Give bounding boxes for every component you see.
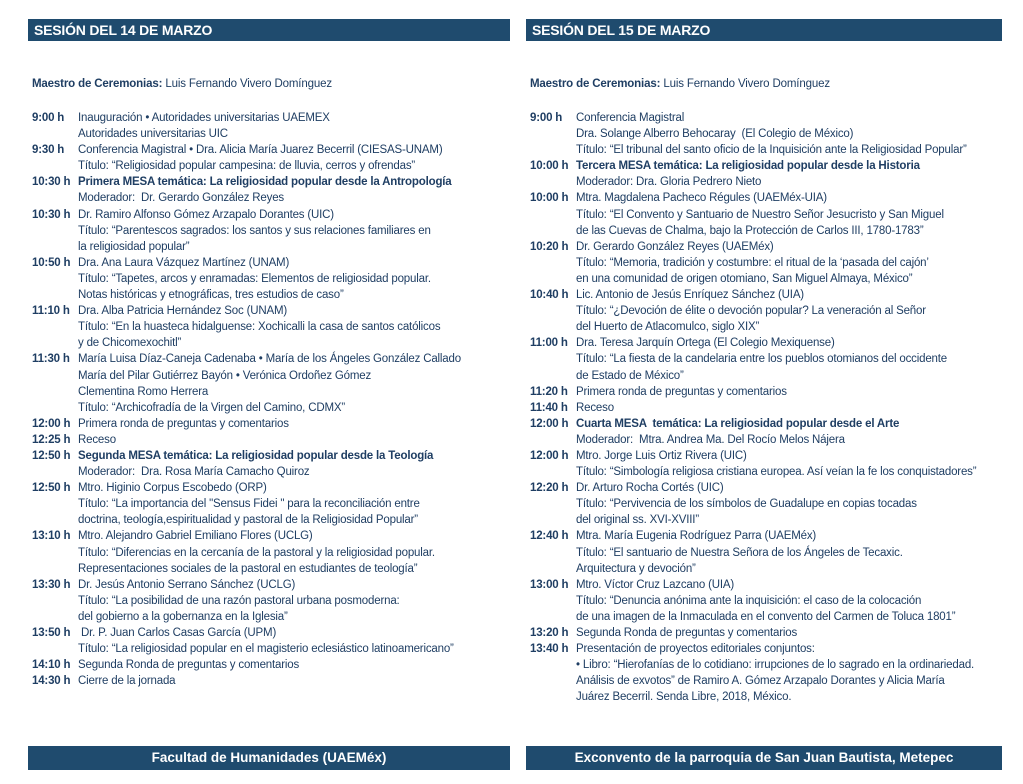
- entry-time: [530, 593, 576, 609]
- program-entry: [530, 158, 976, 174]
- entry-time: [32, 158, 78, 174]
- entry-text: Título: “La importancia del "Sensus Fidei " para la reconciliación entre: [78, 498, 420, 511]
- entry-time: 10:30 h: [32, 176, 71, 189]
- program-entry-continuation: [530, 368, 976, 384]
- program-entry-continuation: [530, 255, 976, 271]
- entry-time: 11:40 h: [530, 401, 568, 414]
- program-entry: [32, 303, 461, 319]
- entry-text: Receso: [78, 433, 116, 446]
- entry-text: Título: “¿Devoción de élite o devoción popular? La veneración al Señor: [576, 305, 926, 318]
- entry-text: y de Chicomexochitl”: [78, 337, 182, 350]
- entry-text: de Estado de México”: [576, 369, 684, 382]
- entry-time: 14:10 h: [32, 659, 71, 672]
- entry-text: Cierre de la jornada: [78, 675, 176, 688]
- program-entry: [32, 432, 461, 448]
- program-entry-continuation: [530, 512, 976, 528]
- program-entry-continuation: [32, 561, 461, 577]
- entry-time: [530, 126, 576, 142]
- entry-time: 12:40 h: [530, 530, 569, 543]
- program-entry-continuation: [32, 384, 461, 400]
- master-of-ceremonies-left: [32, 78, 332, 90]
- program-entry-continuation: [530, 673, 976, 689]
- program-entry: [32, 448, 461, 464]
- entry-text: Receso: [576, 401, 614, 414]
- program-entry-continuation: [32, 400, 461, 416]
- entry-time: 9:00 h: [530, 112, 563, 124]
- program-entry: [32, 174, 461, 190]
- entry-text: Dr. P. Juan Carlos Casas García (UPM): [78, 627, 277, 639]
- program-entry-continuation: [32, 512, 461, 528]
- entry-time: [32, 384, 78, 400]
- entry-time: [530, 545, 576, 561]
- entry-text: Dr. Gerardo González Reyes (UAEMéx): [576, 240, 774, 253]
- entry-time: [32, 464, 78, 480]
- program-entry-continuation: [530, 496, 976, 512]
- entry-time: [530, 271, 576, 287]
- program-entry: [530, 577, 976, 593]
- entry-text: Mtro. Higinio Corpus Escobedo (ORP): [78, 482, 267, 495]
- entry-text: Primera ronda de preguntas y comentarios: [576, 385, 787, 398]
- venue-footer-right: Exconvento de la parroquia de San Juan Bautista, Metepec: [526, 746, 1002, 770]
- entry-text: • Libro: “Hierofanías de lo cotidiano: irrupciones de lo sagrado en la ordinariedad.: [576, 659, 975, 672]
- program-entry: [32, 673, 461, 689]
- mc-name: Luis Fernando Vivero Domínguez: [663, 78, 830, 90]
- program-entry-continuation: [530, 432, 976, 448]
- entry-text: Primera MESA temática: La religiosidad popular desde la Antropología: [78, 176, 452, 189]
- entry-text: Moderador: Dra. Gloria Pedrero Nieto: [576, 176, 762, 189]
- entry-text: Tercera MESA temática: La religiosidad popular desde la Historia: [576, 160, 920, 173]
- entry-text: doctrina, teología,espiritualidad y pastoral de la Religiosidad Popular”: [78, 514, 418, 527]
- entry-text: de las Cuevas de Chalma, bajo la Protección de Carlos III, 1780-1783”: [576, 224, 924, 237]
- entry-time: [32, 126, 78, 142]
- program-entry-continuation: [530, 303, 976, 319]
- program-entry: [32, 625, 461, 641]
- entry-text: Mtro. Víctor Cruz Lazcano (UIA): [576, 578, 735, 591]
- entry-time: 12:50 h: [32, 482, 71, 495]
- mc-label: Maestro de Ceremonias:: [32, 78, 163, 90]
- entry-time: [530, 174, 576, 190]
- entry-time: 13:10 h: [32, 530, 71, 543]
- entry-time: 13:20 h: [530, 627, 569, 639]
- program-entry: [530, 110, 976, 126]
- program-entry: [32, 142, 461, 158]
- entry-text: Inauguración • Autoridades universitarias UAEMEX: [78, 112, 330, 124]
- entry-text: Título: “Pervivencia de los símbolos de Guadalupe en copias tocadas: [576, 498, 917, 511]
- entry-text: Clementina Romo Herrera: [78, 385, 209, 398]
- entry-text: Título: “Archicofradía de la Virgen del Camino, CDMX”: [78, 401, 345, 414]
- program-entry-continuation: [32, 496, 461, 512]
- entry-text: Título: “La fiesta de la candelaria entre los pueblos otomianos del occidente: [576, 353, 947, 366]
- entry-time: [530, 351, 576, 367]
- entry-time: 11:20 h: [530, 385, 568, 398]
- program-entry-continuation: [32, 239, 461, 255]
- entry-text: Título: “La religiosidad popular en el magisterio eclesiástico latinoamericano”: [78, 643, 454, 656]
- entry-text: de una imagen de la Inmaculada en el convento del Carmen de Toluca 1801”: [576, 610, 956, 623]
- program-entry-continuation: [530, 657, 976, 673]
- entry-time: [530, 512, 576, 528]
- entry-time: 10:40 h: [530, 289, 569, 302]
- entry-time: [32, 561, 78, 577]
- program-entry-continuation: [530, 126, 976, 142]
- program-entry-continuation: [530, 142, 976, 158]
- program-entry: [530, 239, 976, 255]
- program-entry-continuation: [32, 190, 461, 206]
- entry-time: 12:20 h: [530, 482, 569, 495]
- program-entry: [32, 657, 461, 673]
- session-header-left: SESIÓN DEL 14 DE MARZO: [28, 19, 510, 41]
- entry-text: Moderador: Dra. Rosa María Camacho Quiroz: [78, 466, 310, 479]
- program-entry: [530, 384, 976, 400]
- program-entry-continuation: [530, 351, 976, 367]
- entry-text: Título: “Religiosidad popular campesina: de lluvia, cerros y ofrendas”: [78, 160, 416, 173]
- entry-time: [32, 319, 78, 335]
- program-entry: [32, 351, 461, 367]
- entry-text: María del Pilar Gutiérrez Bayón • Verónica Ordoñez Gómez: [78, 369, 372, 382]
- program-entry-continuation: [32, 593, 461, 609]
- entry-text: Cuarta MESA temática: La religiosidad popular desde el Arte: [576, 417, 900, 430]
- entry-text: Presentación de proyectos editoriales conjuntos:: [576, 643, 815, 656]
- program-entry: [32, 528, 461, 544]
- venue-footer-left: Facultad de Humanidades (UAEMéx): [28, 746, 510, 770]
- entry-time: 13:40 h: [530, 643, 569, 656]
- program-entry: [530, 416, 976, 432]
- entry-time: 11:10 h: [32, 305, 70, 318]
- entry-time: 9:00 h: [32, 112, 65, 124]
- program-entry: [530, 480, 976, 496]
- entry-time: [32, 335, 78, 351]
- program-entry-continuation: [32, 609, 461, 625]
- entry-time: [32, 496, 78, 512]
- entry-time: 14:30 h: [32, 675, 71, 688]
- entry-time: [530, 464, 576, 480]
- program-entry-continuation: [530, 319, 976, 335]
- entry-time: [530, 673, 576, 689]
- entry-text: Mtro. Jorge Luis Ortiz Rivera (UIC): [576, 449, 747, 462]
- entry-time: [32, 400, 78, 416]
- entry-time: [530, 319, 576, 335]
- program-entry: [32, 480, 461, 496]
- entry-text: Título: “En la huasteca hidalguense: Xochicalli la casa de santos católicos: [78, 321, 441, 334]
- entry-time: 13:30 h: [32, 578, 71, 591]
- entry-time: [530, 432, 576, 448]
- entry-time: 10:00 h: [530, 192, 569, 205]
- entry-time: [530, 368, 576, 384]
- program-entry: [530, 190, 976, 206]
- entry-time: [530, 609, 576, 625]
- entry-text: Conferencia Magistral • Dra. Alicia María Juarez Becerril (CIESAS-UNAM): [78, 144, 443, 157]
- entry-time: [32, 609, 78, 625]
- entry-text: María Luisa Díaz-Caneja Cadenaba • María de los Ángeles González Callado: [78, 353, 461, 366]
- program-entry-continuation: [530, 464, 976, 480]
- entry-time: 9:30 h: [32, 144, 65, 157]
- entry-text: Moderador: Dr. Gerardo González Reyes: [78, 192, 285, 205]
- entry-time: [530, 303, 576, 319]
- entry-time: 11:00 h: [530, 337, 568, 350]
- program-entry: [530, 400, 976, 416]
- entry-text: Título: “Tapetes, arcos y enramadas: Elementos de religiosidad popular.: [78, 272, 431, 285]
- program-entry: [32, 255, 461, 271]
- entry-time: [32, 545, 78, 561]
- entry-text: Primera ronda de preguntas y comentarios: [78, 417, 289, 430]
- entry-text: Dra. Teresa Jarquín Ortega (El Colegio Mexiquense): [576, 337, 835, 350]
- entry-text: Dra. Alba Patricia Hernández Soc (UNAM): [78, 305, 288, 318]
- session-header-right: SESIÓN DEL 15 DE MARZO: [526, 19, 1002, 41]
- program-entry-continuation: [530, 561, 976, 577]
- program-entry: [32, 577, 461, 593]
- program-entry-continuation: [530, 689, 976, 705]
- entry-text: Dr. Ramiro Alfonso Gómez Arzapalo Dorantes (UIC): [78, 208, 334, 221]
- entry-text: Mtra. María Eugenia Rodríguez Parra (UAEMéx): [576, 530, 817, 543]
- entry-time: 10:50 h: [32, 256, 71, 269]
- entry-text: Mtra. Magdalena Pacheco Régules (UAEMéx-UIA): [576, 192, 827, 205]
- entry-time: 10:30 h: [32, 208, 71, 221]
- entry-time: [32, 223, 78, 239]
- master-of-ceremonies-right: [530, 78, 830, 90]
- entry-time: 12:25 h: [32, 433, 71, 446]
- entry-time: [32, 271, 78, 287]
- entry-text: Representaciones sociales de la pastoral en estudiantes de teología”: [78, 562, 418, 575]
- entry-time: 12:00 h: [530, 449, 569, 462]
- entry-text: Título: “Parentescos sagrados: los santos y sus relaciones familiares en: [78, 224, 431, 237]
- program-entry: [530, 528, 976, 544]
- program-entry-continuation: [32, 464, 461, 480]
- program-entry-continuation: [530, 609, 976, 625]
- entry-time: [32, 593, 78, 609]
- entry-text: Dr. Arturo Rocha Cortés (UIC): [576, 482, 724, 495]
- entry-text: Autoridades universitarias UIC: [78, 128, 228, 141]
- program-left: [32, 110, 461, 689]
- entry-text: Título: “Diferencias en la cercanía de la pastoral y la religiosidad popular.: [78, 546, 435, 559]
- program-right: [530, 110, 976, 705]
- entry-text: Arquitectura y devoción”: [576, 562, 696, 575]
- program-entry-continuation: [530, 271, 976, 287]
- entry-time: [32, 239, 78, 255]
- entry-time: 12:00 h: [32, 417, 71, 430]
- program-entry-continuation: [32, 271, 461, 287]
- entry-time: 12:50 h: [32, 449, 71, 462]
- program-entry: [530, 641, 976, 657]
- entry-time: 10:00 h: [530, 160, 569, 173]
- entry-text: del gobierno a la gobernanza en la Iglesia”: [78, 610, 288, 623]
- entry-time: 11:30 h: [32, 353, 70, 366]
- entry-text: Título: “Denuncia anónima ante la inquisición: el caso de la colocación: [576, 594, 922, 607]
- entry-time: [530, 657, 576, 673]
- entry-text: Dra. Solange Alberro Behocaray (El Colegio de México): [576, 128, 854, 141]
- entry-text: en una comunidad de origen otomiano, San Miguel Almaya, México”: [576, 272, 913, 285]
- entry-text: del Huerto de Atlacomulco, siglo XIX”: [576, 321, 760, 334]
- entry-text: Moderador: Mtra. Andrea Ma. Del Rocío Melos Nájera: [576, 433, 845, 446]
- entry-time: [32, 368, 78, 384]
- entry-text: Título: “Simbología religiosa cristiana europea. Así veían la fe los conquistadores”: [576, 466, 977, 479]
- mc-label: Maestro de Ceremonias:: [530, 78, 661, 90]
- entry-text: Segunda Ronda de preguntas y comentarios: [576, 627, 798, 639]
- program-entry: [530, 287, 976, 303]
- entry-text: Dra. Ana Laura Vázquez Martínez (UNAM): [78, 256, 290, 269]
- entry-time: 13:00 h: [530, 578, 569, 591]
- program-entry: [530, 625, 976, 641]
- entry-time: [530, 207, 576, 223]
- entry-text: Análisis de exvotos” de Ramiro A. Gómez Arzapalo Dorantes y Alicia María: [576, 675, 945, 688]
- program-entry: [32, 416, 461, 432]
- program-entry-continuation: [32, 126, 461, 142]
- entry-time: 12:00 h: [530, 417, 569, 430]
- mc-name: Luis Fernando Vivero Domínguez: [165, 78, 332, 90]
- entry-text: del original ss. XVI-XVIII”: [576, 514, 699, 527]
- entry-time: [32, 512, 78, 528]
- entry-text: Título: “La posibilidad de una razón pastoral urbana posmoderna:: [78, 594, 400, 607]
- program-entry-continuation: [32, 335, 461, 351]
- entry-text: Notas históricas y etnográficas, tres estudios de caso”: [78, 289, 344, 302]
- entry-time: [530, 561, 576, 577]
- entry-text: Conferencia Magistral: [576, 112, 685, 124]
- entry-text: Lic. Antonio de Jesús Enríquez Sánchez (UIA): [576, 289, 804, 302]
- program-entry-continuation: [530, 593, 976, 609]
- program-entry-continuation: [32, 158, 461, 174]
- program-entry-continuation: [32, 641, 461, 657]
- entry-time: 13:50 h: [32, 627, 71, 639]
- program-entry-continuation: [530, 174, 976, 190]
- program-entry-continuation: [530, 545, 976, 561]
- entry-time: [530, 496, 576, 512]
- entry-text: Mtro. Alejandro Gabriel Emiliano Flores (UCLG): [78, 530, 313, 543]
- entry-time: [32, 287, 78, 303]
- program-entry: [32, 110, 461, 126]
- entry-text: Segunda MESA temática: La religiosidad popular desde la Teología: [78, 449, 434, 462]
- program-entry-continuation: [32, 368, 461, 384]
- entry-time: [530, 142, 576, 158]
- program-entry: [530, 335, 976, 351]
- program-entry-continuation: [32, 287, 461, 303]
- entry-time: [530, 223, 576, 239]
- program-entry: [32, 207, 461, 223]
- entry-text: Juárez Becerril. Senda Libre, 2018, México.: [576, 691, 792, 704]
- program-entry-continuation: [530, 207, 976, 223]
- entry-time: [32, 190, 78, 206]
- program-entry-continuation: [530, 223, 976, 239]
- entry-text: Título: “Memoria, tradición y costumbre: el ritual de la ‘pasada del cajón’: [576, 256, 929, 269]
- entry-text: la religiosidad popular”: [78, 240, 190, 253]
- entry-text: Título: “El santuario de Nuestra Señora de los Ángeles de Tecaxic.: [576, 546, 903, 559]
- entry-text: Título: “El Convento y Santuario de Nuestro Señor Jesucristo y San Miguel: [576, 208, 944, 221]
- program-entry-continuation: [32, 319, 461, 335]
- entry-text: Título: “El tribunal del santo oficio de la Inquisición ante la Religiosidad Popular”: [576, 144, 967, 157]
- entry-text: Segunda Ronda de preguntas y comentarios: [78, 659, 300, 672]
- entry-time: [530, 255, 576, 271]
- program-entry: [530, 448, 976, 464]
- entry-time: 10:20 h: [530, 240, 569, 253]
- entry-time: [530, 689, 576, 705]
- program-entry-continuation: [32, 223, 461, 239]
- entry-time: [32, 641, 78, 657]
- program-entry-continuation: [32, 545, 461, 561]
- entry-text: Dr. Jesús Antonio Serrano Sánchez (UCLG): [78, 578, 296, 591]
